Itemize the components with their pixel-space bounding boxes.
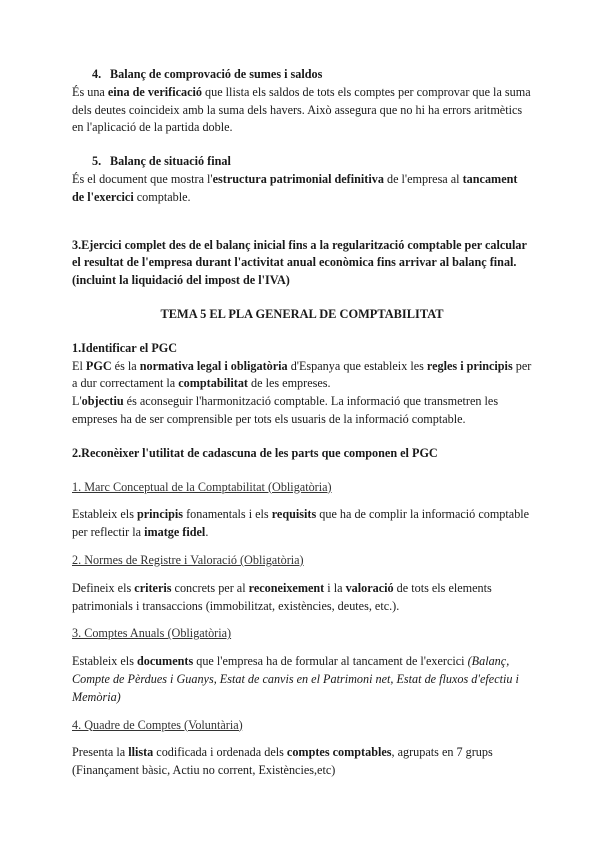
document-page: [72, 66, 532, 780]
part-2-text: Defineix els criteris concrets per al reconeixement i la valoració de tots els elements patrimonials i transaccions (immobilitzat, existències, deutes, etc.).: [72, 580, 492, 613]
part-2-title: 2. Normes de Registre i Valoració (Obligatòria): [72, 552, 304, 567]
q1-paragraph-2: L'objectiu és aconseguir l'harmonització comptable. La informació que transmetren les empreses ha de ser comprensible per tots els usuaris de la informació comptable.: [72, 394, 499, 426]
part-4-title: 4. Quadre de Comptes (Voluntària): [72, 717, 243, 732]
part-1-text: Estableix els principis fonamentals i els requisits que ha de complir la informació comptable per reflectir la imatge fidel.: [72, 507, 530, 540]
part-3-text: Estableix els documents que l'empresa ha de formular al tancament de l'exercici (Balanç, Compte de Pèrdues i Guanys, Estat de canvis en el Patrimoni net, Estat de fluxos d'efectiu i Memòria): [72, 654, 519, 704]
q1-heading: 1.Identificar el PGC: [72, 340, 178, 355]
part-3-title: 3. Comptes Anuals (Obligatòria): [72, 626, 232, 641]
exercise-3-heading: 3.Ejercici complet des de el balanç inicial fins a la regularització comptable per calcular el resultat de l'empresa durant l'activitat anual econòmica fins arrivar al balanç final. (incluint la liquidació del impost de l'IVA): [72, 237, 527, 288]
item-5-text: És el document que mostra l'estructura patrimonial definitiva de l'empresa al tancament de l'exercici comptable.: [72, 171, 518, 204]
item-5-heading: 5. Balanç de situació final: [92, 154, 231, 169]
q1-paragraph-1: El PGC és la normativa legal i obligatòria d'Espanya que estableix les regles i principis per a dur correctament la comptabilitat de les empreses.: [72, 358, 532, 391]
item-4-text: És una eina de verificació que llista els saldos de tots els comptes per comprovar que la suma dels deutes coincideix amb la suma dels havers. Això assegura que no hi ha errors aritmètics en l'aplicació de la partida doble.: [72, 84, 531, 135]
item-4-heading: 4. Balanç de comprovació de sumes i saldos: [92, 67, 323, 81]
tema-title: TEMA 5 EL PLA GENERAL DE COMPTABILITAT: [160, 306, 444, 321]
part-4-text: Presenta la llista codificada i ordenada dels comptes comptables, agrupats en 7 grups (Finançament bàsic, Actiu no corrent, Existències,etc): [72, 745, 493, 778]
q2-heading: 2.Reconèixer l'utilitat de cadascuna de les parts que componen el PGC: [72, 445, 438, 460]
part-1-title: 1. Marc Conceptual de la Comptabilitat (Obligatòria): [72, 479, 332, 494]
